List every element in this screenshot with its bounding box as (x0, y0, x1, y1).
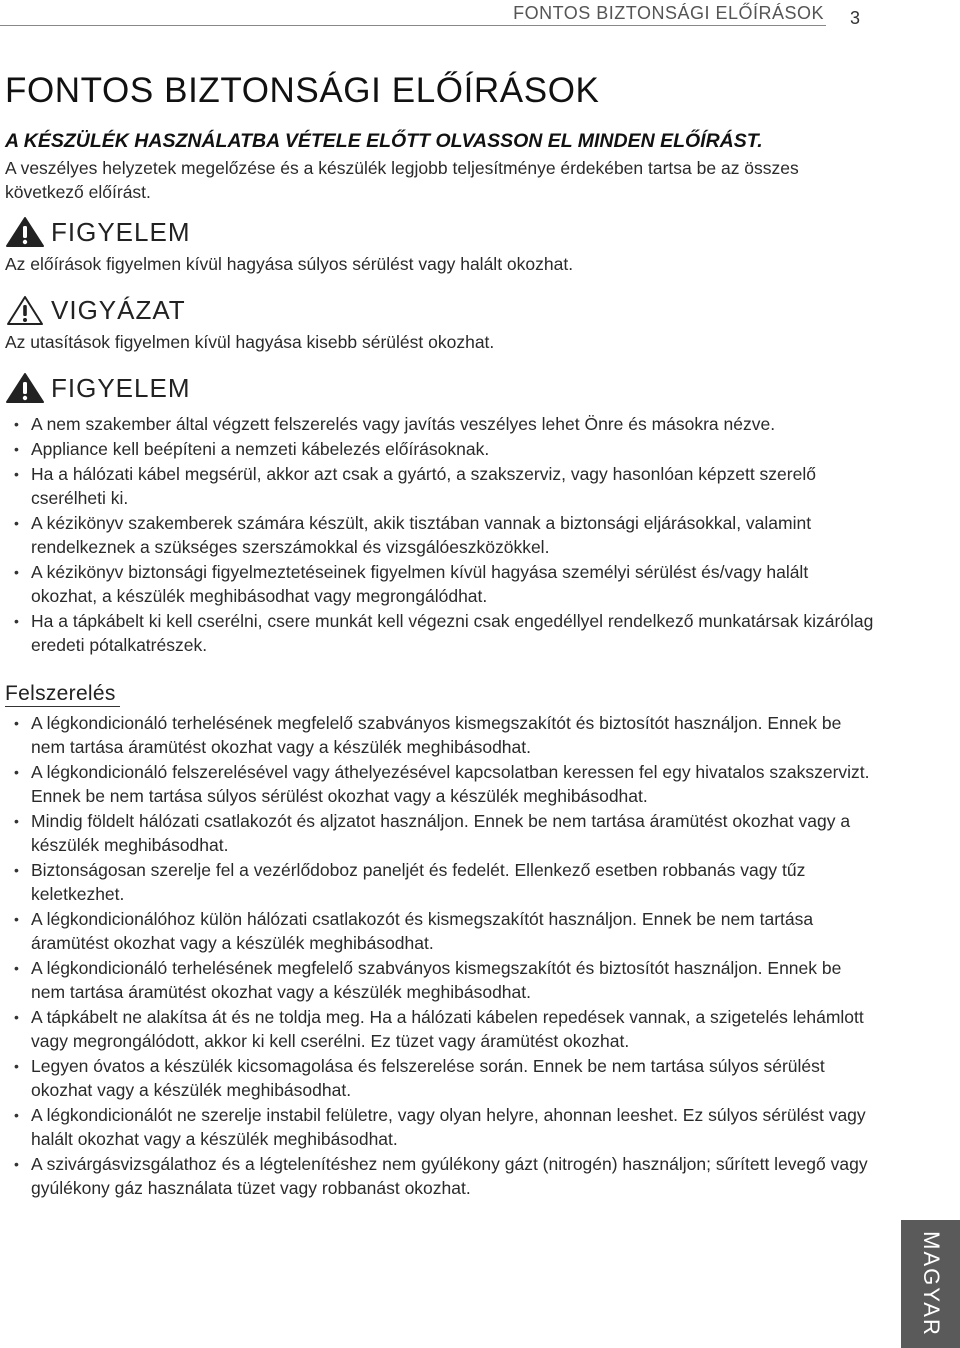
list-item: • A szivárgásvizsgálathoz és a légtelenítéshez nem gyúlékony gázt (nitrogén) használjon; sűrített levegő vagy gyúlékony gáz használata tüzet vagy robbanást okozhat. (14, 1154, 868, 1198)
warning-label: FIGYELEM (51, 216, 191, 247)
list-item: • A légkondicionálóhoz külön hálózati csatlakozót és kismegszakítót használjon. Ennek be nem tartása áramütést okozhat vagy a készülék meghibásodhat. (14, 909, 814, 953)
installation-list (5, 711, 875, 1200)
page-title: FONTOS BIZTONSÁGI ELŐÍRÁSOK (5, 71, 600, 110)
caution-text: Az utasítások figyelmen kívül hagyása kisebb sérülést okozhat. (5, 332, 495, 352)
list-item: • A légkondicionálót ne szerelje instabil felületre, vagy olyan helyre, ahonnan leeshet. Ez súlyos sérülést vagy halált okozhat vagy a készülék meghibásodhat. (14, 1105, 866, 1149)
language-tab-label: MAGYAR (918, 1231, 944, 1337)
caution-label: VIGYÁZAT (51, 294, 186, 325)
list-item: • Mindig földelt hálózati csatlakozót és aljzatot használjon. Ennek be nem tartása áramütést okozhat vagy a készülék meghibásodhat. (14, 811, 851, 855)
list-item: • A kézikönyv biztonsági figyelmeztetéseinek figyelmen kívül hagyása személyi sérülést és/vagy halált okozhat, a készülék meghibásodhat vagy megrongálódhat. (14, 562, 809, 606)
warning-list (5, 412, 875, 657)
warning-heading-2 (5, 370, 875, 406)
list-item: • A nem szakember által végzett felszerelés vagy javítás veszélyes lehet Önre és másokra nézve. (14, 414, 776, 434)
intro-paragraph: A veszélyes helyzetek megelőzése és a készülék legjobb teljesítménye érdekében tartsa be az összes következő előírást. (5, 158, 799, 202)
language-tab (901, 1220, 960, 1348)
page-subtitle: A KÉSZÜLÉK HASZNÁLATBA VÉTELE ELŐTT OLVASSON EL MINDEN ELŐÍRÁST. (5, 130, 763, 152)
page-header (0, 0, 960, 40)
warning-heading-1 (5, 214, 875, 250)
page-content (5, 68, 875, 1201)
list-item: • A légkondicionáló felszerelésével vagy áthelyezésével kapcsolatban keressen fel egy hivatalos szakszervizt. Ennek be nem tartása súlyos sérülést okozhat vagy a készülék meghibásodhat. (14, 762, 870, 806)
warning-outline-icon (5, 294, 45, 326)
warning-filled-icon (5, 216, 45, 248)
section-title: Felszerelés (5, 682, 120, 707)
list-item: • A tápkábelt ne alakítsa át és ne toldja meg. Ha a hálózati kábelen repedések vannak, a szigetelés lehámlott vagy megrongálódott, akkor ki kell cserélni. Ez tüzet vagy áramütést okozhat. (14, 1007, 864, 1051)
page-number: 3 (850, 8, 861, 28)
list-item: • Legyen óvatos a készülék kicsomagolása és felszerelése során. Ennek be nem tartása súlyos sérülést okozhat vagy a készülék meghibásodhat. (14, 1056, 825, 1100)
list-item: • A kézikönyv szakemberek számára készült, akik tisztában vannak a biztonsági eljárásokkal, valamint rendelkeznek a szükséges szerszámokkal és vizsgálóeszközökkel. (14, 513, 812, 557)
list-item: • A légkondicionáló terhelésének megfelelő szabványos kismegszakítót és biztosítót használjon. Ennek be nem tartása áramütést okozhat vagy a készülék meghibásodhat. (14, 713, 842, 757)
running-header-title: FONTOS BIZTONSÁGI ELŐÍRÁSOK (513, 3, 824, 23)
warning-filled-icon (5, 372, 45, 404)
caution-heading (5, 292, 875, 328)
list-item: • Ha a hálózati kábel megsérül, akkor azt csak a gyártó, a szakszerviz, vagy hasonlóan képzett szerelő cserélheti ki. (14, 464, 816, 508)
list-item: • Biztonságosan szerelje fel a vezérlődoboz paneljét és fedelét. Ellenkező esetben robbanás vagy tűz keletkezhet. (14, 860, 806, 904)
warning-label: FIGYELEM (51, 372, 191, 403)
installation-section (5, 658, 875, 707)
header-rule (0, 25, 826, 26)
list-item: • Ha a tápkábelt ki kell cserélni, csere munkát kell végezni csak engedéllyel rendelkező munkatársak kizárólag eredeti pótalkatrészek. (14, 611, 874, 655)
warning-text: Az előírások figyelmen kívül hagyása súlyos sérülést vagy halált okozhat. (5, 254, 574, 274)
list-item: • Appliance kell beépíteni a nemzeti kábelezés előírásoknak. (14, 439, 490, 459)
list-item: • A légkondicionáló terhelésének megfelelő szabványos kismegszakítót és biztosítót használjon. Ennek be nem tartása áramütést okozhat vagy a készülék meghibásodhat. (14, 958, 842, 1002)
